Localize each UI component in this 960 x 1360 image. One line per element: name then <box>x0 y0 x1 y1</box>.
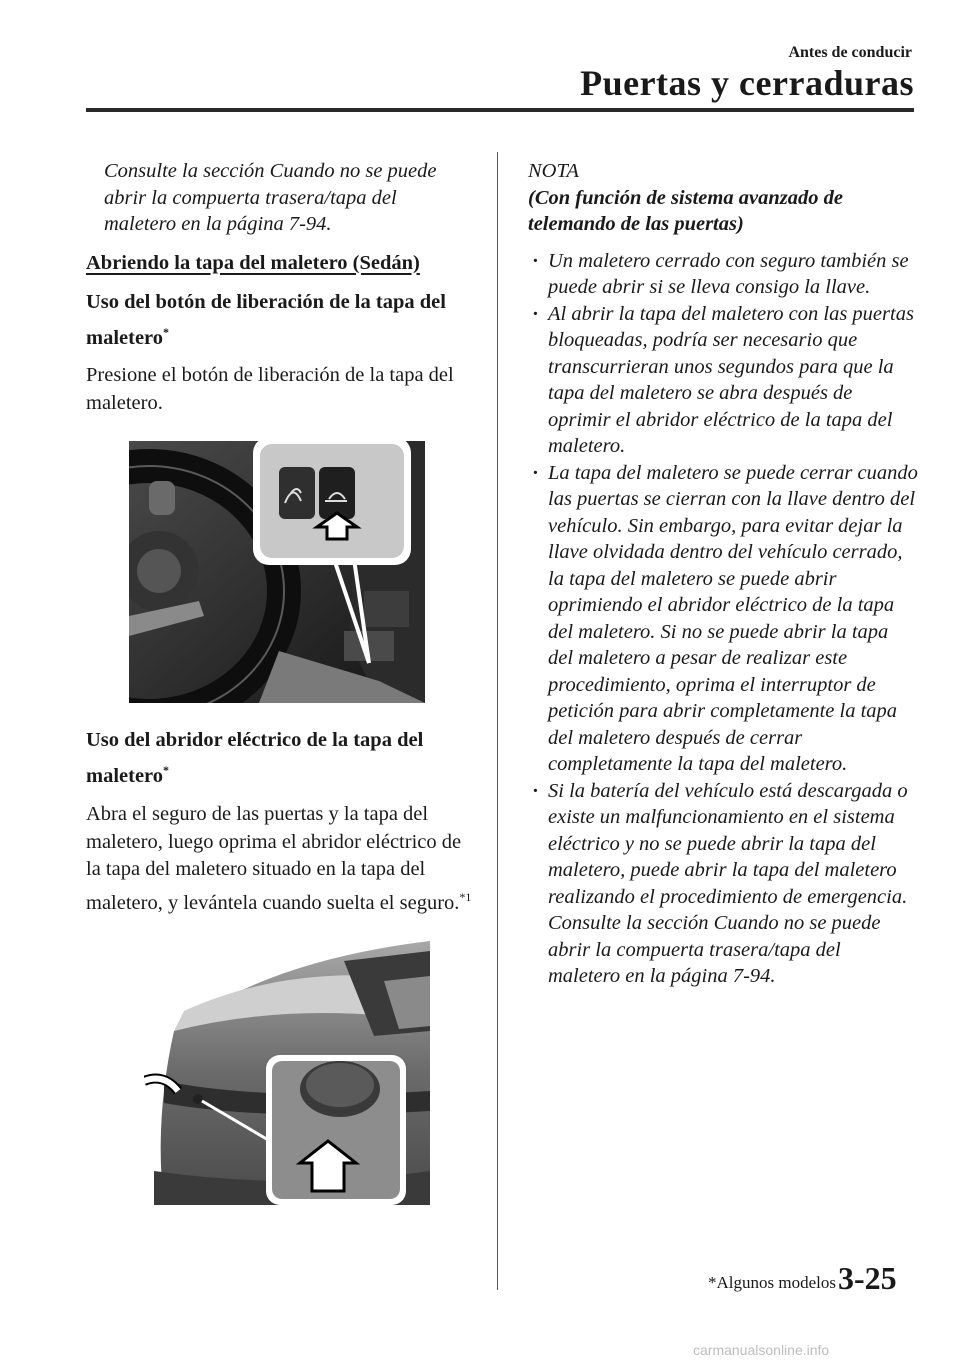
reference-line: Consulte la sección Cuando no se puede <box>104 160 437 182</box>
subheading-release-button <box>86 287 476 353</box>
watermark-text: carmanualsonline.info <box>693 1342 830 1358</box>
dashboard-release-button-figure <box>129 441 425 703</box>
dashboard-illustration <box>129 441 425 703</box>
footnote-mark: *1 <box>459 889 472 904</box>
right-column <box>528 158 918 990</box>
reference-line: Consulte la sección Cuando no se puede <box>548 912 881 934</box>
list-item: · Un maletero cerrado con seguro también se puede abrir si se lleva consigo la llave. <box>528 248 918 301</box>
reference-line: maletero en la página 7-94. <box>548 965 776 987</box>
note-condition: (Con función de sistema avanzado de telemando de las puertas) <box>528 186 843 235</box>
reference-line: maletero en la página 7-94. <box>104 213 332 235</box>
note-bullet-list <box>528 248 918 911</box>
list-item: · Al abrir la tapa del maletero con las puertas bloqueadas, podría ser necesario que transcurrieran unos segundos para que la tapa del maletero se abra después de oprimir el abridor eléctrico de la tapa del maletero. <box>528 301 918 460</box>
header-rule <box>86 108 914 112</box>
sedan-trunk-illustration <box>144 941 430 1205</box>
list-item: · La tapa del maletero se puede cerrar cuando las puertas se cierran con la llave dentro del vehículo. Sin embargo, para evitar dejar la llave olvidada dentro del vehículo cerrado, la tapa del maletero se puede abrir oprimiendo el abridor eléctrico de la tapa del maletero. Si no se puede abrir la tapa del maletero a pesar de realizar este procedimiento, oprima el interruptor de petición para abrir completamente la tapa del maletero después de cerrar completamente la tapa del maletero. <box>528 460 918 778</box>
section-title: Puertas y cerraduras <box>580 63 914 103</box>
list-item: · Si la batería del vehículo está descargada o existe un malfuncionamiento en el sistema eléctrico y no se puede abrir la tapa del maletero, puede abrir la tapa del maletero realizando el procedimiento de emergencia. <box>528 778 918 911</box>
reference-note-right <box>528 910 918 990</box>
body-text: Abra el seguro de las puertas y la tapa del maletero, luego oprima el abridor eléctrico de la tapa del maletero situado en la tapa del maletero, y levántela cuando suelta el seguro. <box>86 803 462 914</box>
left-column <box>86 158 476 1205</box>
column-divider <box>497 152 498 1290</box>
body-release-button: Presione el botón de liberación de la tapa del maletero. <box>86 364 454 414</box>
trunk-opener-figure <box>144 941 430 1205</box>
reference-line: abrir la compuerta trasera/tapa del <box>548 938 841 961</box>
chapter-label: Antes de conducir <box>788 44 912 61</box>
body-electric-opener <box>86 801 476 917</box>
asterisk-mark: * <box>163 763 170 778</box>
reference-note <box>86 158 476 238</box>
subheading-electric-opener <box>86 725 476 791</box>
note-title: NOTA <box>528 160 579 182</box>
reference-line: abrir la compuerta trasera/tapa del <box>104 186 397 209</box>
asterisk-mark: * <box>163 324 170 339</box>
section-heading: Abriendo la tapa del maletero (Sedán) <box>86 251 420 274</box>
subheading-text: Uso del botón de liberación de la tapa del maletero <box>86 290 446 349</box>
subheading-text: Uso del abridor eléctrico de la tapa del maletero <box>86 729 424 788</box>
page-number: 3-25 <box>838 1260 897 1296</box>
footnote-models: *Algunos modelos <box>708 1273 836 1292</box>
